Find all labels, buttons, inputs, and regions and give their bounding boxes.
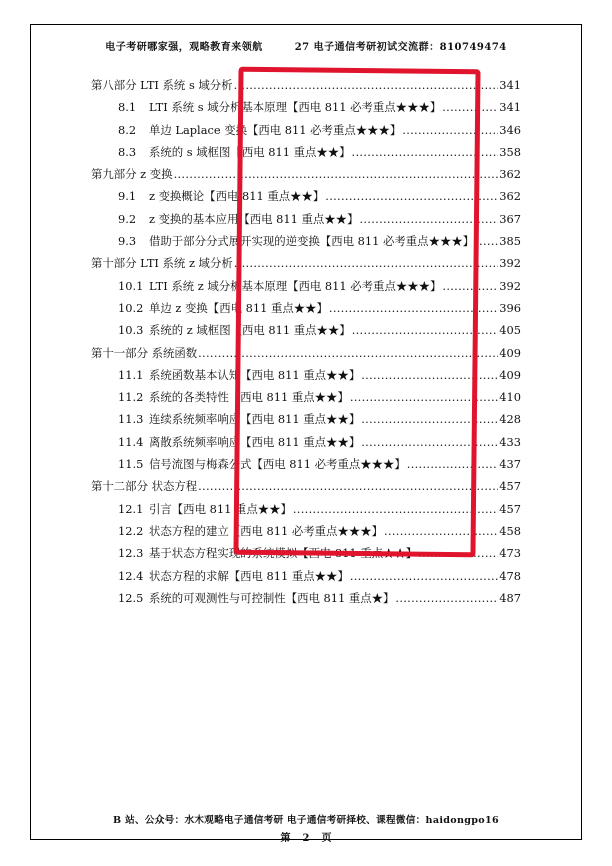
toc-section-number: 12.2	[118, 523, 144, 538]
toc-entry-title: 连续系统频率响应【西电 811 重点★★】	[149, 412, 361, 427]
toc-section-number: 10.3	[118, 323, 144, 338]
toc-entry-title: z 变换概论【西电 811 重点★★】	[149, 189, 325, 204]
toc-section-number: 8.2	[118, 122, 137, 137]
red-highlight-box	[233, 67, 480, 558]
toc-page-number: 358	[499, 144, 521, 159]
toc-page-number: 346	[499, 122, 521, 137]
toc-page-number: 457	[499, 479, 521, 494]
toc-entry-title: 第九部分 z 变换	[91, 167, 173, 182]
toc-entry-title: 第十一部分 系统函数	[91, 345, 198, 360]
toc-entry-title: LTI 系统 z 域分析基本原理【西电 811 必考重点★★★】	[149, 278, 442, 293]
toc-page-number: 428	[499, 412, 521, 427]
toc-section-number: 11.2	[118, 390, 144, 405]
toc-page-number: 362	[499, 189, 521, 204]
toc-page-number: 458	[499, 523, 521, 538]
toc-entry-title: LTI 系统 s 域分析基本原理【西电 811 必考重点★★★】	[149, 100, 442, 115]
toc-page-number: 362	[499, 167, 521, 182]
toc-section-number: 11.5	[118, 457, 144, 472]
toc-entry-title: 第十部分 LTI 系统 z 域分析	[91, 256, 233, 271]
toc-page-number: 385	[499, 234, 521, 249]
toc-entry-title: z 变换的基本应用【西电 811 重点★★】	[149, 211, 359, 226]
header-group-info: 27 电子通信考研初试交流群：810749474	[294, 42, 507, 53]
toc-entry-title: 系统函数基本认知【西电 811 重点★★】	[149, 367, 361, 382]
toc-section-number: 8.3	[118, 144, 137, 159]
toc-section-number: 11.1	[118, 367, 144, 382]
toc-entry-title: 第十二部分 状态方程	[91, 479, 198, 494]
toc-page-number: 341	[499, 78, 521, 92]
toc-page-number: 473	[499, 546, 521, 561]
toc-section-number: 9.2	[118, 211, 137, 226]
toc-entry-title: 借助于部分分式展开实现的逆变换【西电 811 必考重点★★★】	[149, 234, 475, 249]
toc-entry-title: 状态方程的求解【西电 811 重点★★】	[149, 568, 349, 583]
toc-section-number: 11.3	[118, 412, 144, 427]
toc-entry-title: 单边 z 变换【西电 811 重点★★】	[149, 300, 328, 315]
toc-section-number: 11.4	[118, 434, 144, 449]
toc-section-number: 10.2	[118, 300, 144, 315]
toc-page-number: 487	[499, 590, 521, 605]
toc-page-number: 392	[499, 256, 521, 271]
toc-page-number: 409	[499, 345, 521, 360]
toc-page-number: 410	[499, 390, 521, 405]
toc-entry-title: 信号流图与梅森公式【西电 811 必考重点★★★】	[149, 457, 406, 472]
toc-entry-title: 基于状态方程实现的系统模拟【西电 811 重点★★】	[149, 546, 418, 561]
toc-entry-title: 系统的各类特性【西电 811 重点★★】	[149, 390, 349, 405]
toc-entry-title: 系统的 s 域框图【西电 811 重点★★】	[149, 144, 351, 159]
toc-entry-title: 系统的 z 域框图【西电 811 重点★★】	[149, 323, 351, 338]
toc-page-number: 478	[499, 568, 521, 583]
toc-section-number: 10.1	[118, 278, 144, 293]
toc-page-number: 392	[499, 278, 521, 293]
page-header	[0, 38, 612, 53]
toc-page-number: 396	[499, 300, 521, 315]
toc-page-number: 409	[499, 367, 521, 382]
toc-page-number: 341	[499, 100, 521, 115]
toc-section-number: 12.4	[118, 568, 144, 583]
toc-section-number: 8.1	[118, 100, 137, 115]
toc-section-number: 12.3	[118, 546, 144, 561]
toc-section-number: 9.3	[118, 234, 137, 249]
toc-entry-title: 单边 Laplace 变换【西电 811 必考重点★★★】	[149, 122, 402, 137]
toc-page-number: 457	[499, 501, 521, 516]
toc-section-row	[91, 565, 521, 587]
toc-page-number: 437	[499, 457, 521, 472]
toc-section-number: 12.1	[118, 501, 144, 516]
dot-leader	[350, 565, 498, 587]
toc-section-number: 12.5	[118, 590, 144, 605]
page-number: 第 2 页	[280, 833, 332, 844]
page-footer: B 站、公众号：水木观略电子通信考研 电子通信考研择校、课程微信：haidongpo16	[113, 815, 499, 826]
toc-page-number: 433	[499, 434, 521, 449]
toc-entry-title: 离散系统频率响应【西电 811 重点★★】	[149, 434, 361, 449]
toc-entry-title: 状态方程的建立【西电 811 必考重点★★★】	[149, 523, 384, 538]
dot-leader	[395, 587, 498, 609]
toc-entry-title: 系统的可观测性与可控制性【西电 811 重点★】	[149, 590, 395, 605]
toc-page-number: 405	[499, 323, 521, 338]
header-slogan: 电子考研哪家强，观略教育来领航	[105, 42, 263, 53]
toc-page-number: 367	[499, 211, 521, 226]
toc-section-row	[91, 587, 521, 609]
toc-entry-title: 引言【西电 811 重点★★】	[149, 501, 292, 516]
toc-section-number: 9.1	[118, 189, 137, 204]
toc-entry-title: 第八部分 LTI 系统 s 域分析	[91, 78, 233, 92]
